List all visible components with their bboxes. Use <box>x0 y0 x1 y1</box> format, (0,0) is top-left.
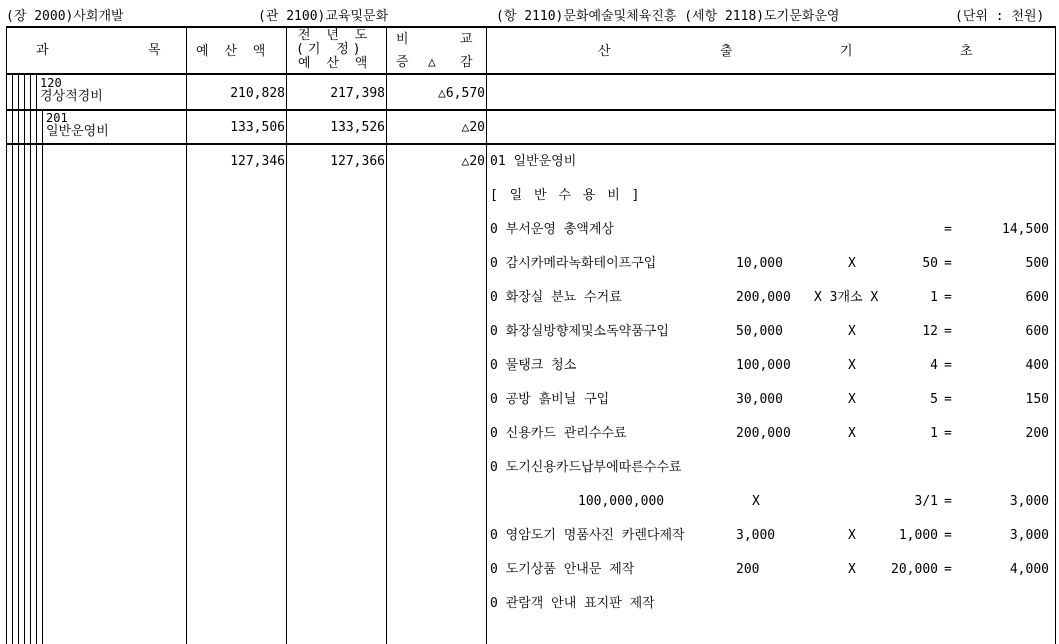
basis-line-eq: = <box>944 494 952 509</box>
col-basis-3: 기 <box>840 44 853 59</box>
jang-title: (장 2000)사회개발 <box>6 9 124 24</box>
row-divider <box>6 143 1055 145</box>
col-prev-line2: (기 정) <box>296 42 365 57</box>
basis-line-label: 0 화장실 분뇨 수거료 <box>490 290 622 305</box>
basis-line-amount: 200,000 <box>736 290 791 305</box>
col-basis-1: 산 <box>598 44 611 59</box>
basis-line-eq: = <box>944 528 952 543</box>
col-budget: 예 산 액 <box>196 44 270 59</box>
row-name: 일반운영비 <box>46 124 109 139</box>
nesting-line <box>30 73 31 644</box>
basis-line-label: [ 일 반 수 용 비 ] <box>490 188 642 203</box>
basis-line-eq: = <box>944 290 952 305</box>
basis-line-eq: = <box>944 222 952 237</box>
column-divider <box>286 26 287 644</box>
col-compare-top-right: 교 <box>460 32 473 47</box>
row-budget: 210,828 <box>230 86 285 101</box>
basis-line-eq: = <box>944 562 952 577</box>
basis-line-label: 0 공방 흙비닐 구입 <box>490 392 610 407</box>
col-prev-line1: 전 년 도 <box>298 28 372 43</box>
basis-line-total: 150 <box>1025 392 1049 407</box>
col-basis-4: 초 <box>960 44 973 59</box>
nesting-line <box>36 73 37 644</box>
basis-line-total: 200 <box>1025 426 1049 441</box>
basis-line-amount: 200 <box>736 562 760 577</box>
basis-line-times: X <box>848 528 856 543</box>
basis-line-qty: 12 <box>922 324 938 339</box>
basis-line-total: 3,000 <box>1009 528 1049 543</box>
basis-line-total: 600 <box>1025 324 1049 339</box>
basis-line-label: 01 일반운영비 <box>490 154 577 169</box>
basis-line-amount: 30,000 <box>736 392 783 407</box>
basis-line-label: 0 관람객 안내 표지판 제작 <box>490 596 655 611</box>
row-budget: 127,346 <box>230 154 285 169</box>
basis-line-label: 0 감시카메라녹화테이프구입 <box>490 256 657 271</box>
table-top-border <box>6 26 1055 28</box>
basis-line-label: 0 물탱크 청소 <box>490 358 577 373</box>
row-code: 120 <box>40 76 62 90</box>
col-prev-line3: 예 산 액 <box>298 56 372 71</box>
basis-line-label: 0 화장실방향제및소독약품구입 <box>490 324 669 339</box>
basis-line-eq: = <box>944 426 952 441</box>
basis-line-times: X 3개소 X <box>814 290 879 305</box>
basis-line-amount: 10,000 <box>736 256 783 271</box>
nesting-line <box>42 109 43 644</box>
col-compare-bottom-mid: △ <box>428 55 436 70</box>
basis-line-amount: 100,000,000 <box>578 494 665 509</box>
row-diff: △6,570 <box>438 86 485 101</box>
row-prev: 133,526 <box>330 120 385 135</box>
basis-line-qty: 20,000 <box>891 562 938 577</box>
col-mok: 목 <box>148 43 161 58</box>
basis-line-times: X <box>848 256 856 271</box>
row-budget: 133,506 <box>230 120 285 135</box>
nesting-line <box>24 73 25 644</box>
basis-line-times: X <box>848 426 856 441</box>
row-divider <box>6 109 1055 111</box>
basis-line-label: 0 영암도기 명품사진 카렌다제작 <box>490 528 685 543</box>
basis-line-total: 3,000 <box>1009 494 1049 509</box>
basis-line-total: 4,000 <box>1009 562 1049 577</box>
row-prev: 127,366 <box>330 154 385 169</box>
basis-line-total: 14,500 <box>1002 222 1049 237</box>
basis-line-amount: 200,000 <box>736 426 791 441</box>
row-code: 201 <box>46 111 68 125</box>
basis-line-qty: 4 <box>930 358 938 373</box>
basis-line-eq: = <box>944 392 952 407</box>
basis-line-amount: 3,000 <box>736 528 776 543</box>
hang-title: (항 2110)문화예술및체육진흥 (세항 2118)도기문화운영 <box>496 9 840 24</box>
row-name: 경상적경비 <box>40 89 103 104</box>
basis-line-times: X <box>848 358 856 373</box>
basis-line-label: 0 부서운영 총액계상 <box>490 222 614 237</box>
col-compare-bottom-right: 감 <box>460 55 473 70</box>
basis-line-times: X <box>848 392 856 407</box>
column-divider <box>186 26 187 644</box>
col-compare-top-left: 비 <box>396 32 409 47</box>
table-left-border <box>6 26 7 644</box>
basis-line-eq: = <box>944 324 952 339</box>
basis-line-times: X <box>848 562 856 577</box>
table-right-border <box>1055 26 1056 644</box>
basis-line-qty: 50 <box>922 256 938 271</box>
basis-line-label: 0 도기상품 안내문 제작 <box>490 562 635 577</box>
column-divider <box>386 26 387 644</box>
basis-line-total: 500 <box>1025 256 1049 271</box>
col-basis-2: 출 <box>720 44 733 59</box>
basis-line-amount: 50,000 <box>736 324 783 339</box>
basis-line-qty: 1 <box>930 290 938 305</box>
basis-line-total: 400 <box>1025 358 1049 373</box>
col-compare-bottom-left: 증 <box>396 55 409 70</box>
basis-line-eq: = <box>944 256 952 271</box>
basis-line-qty: 1,000 <box>898 528 938 543</box>
row-prev: 217,398 <box>330 86 385 101</box>
basis-line-total: 600 <box>1025 290 1049 305</box>
column-divider <box>486 26 487 644</box>
row-diff: △20 <box>461 120 485 135</box>
basis-line-label: 0 신용카드 관리수수료 <box>490 426 627 441</box>
basis-line-times: X <box>752 494 760 509</box>
header-bottom-border <box>6 73 1055 75</box>
gwan-title: (관 2100)교육및문화 <box>258 9 389 24</box>
nesting-line <box>18 73 19 644</box>
basis-line-qty: 3/1 <box>914 494 938 509</box>
unit-label: (단위 : 천원) <box>955 9 1045 24</box>
basis-line-eq: = <box>944 358 952 373</box>
basis-line-label: 0 도기신용카드납부에따른수수료 <box>490 460 682 475</box>
basis-line-amount: 100,000 <box>736 358 791 373</box>
basis-line-times: X <box>848 324 856 339</box>
col-gwa: 과 <box>36 43 49 58</box>
basis-line-qty: 1 <box>930 426 938 441</box>
row-diff: △20 <box>461 154 485 169</box>
basis-line-qty: 5 <box>930 392 938 407</box>
nesting-line <box>12 73 13 644</box>
